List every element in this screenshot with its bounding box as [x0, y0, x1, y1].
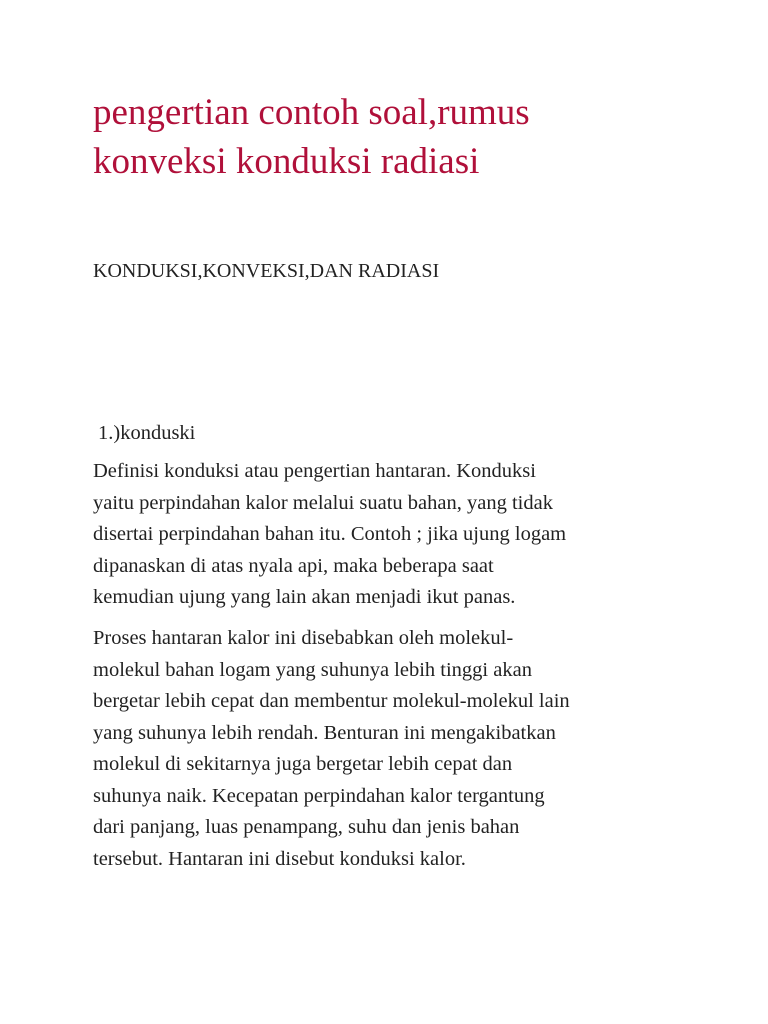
text-line: bergetar lebih cepat dan membentur molekul-molekul lain [93, 690, 570, 712]
text-line: molekul di sekitarnya juga bergetar lebih cepat dan [93, 753, 513, 775]
numbered-item: 1.)konduski [98, 422, 196, 444]
text-line: dari panjang, luas penampang, suhu dan jenis bahan [93, 816, 520, 838]
text-line: kemudian ujung yang lain akan menjadi ikut panas. [93, 586, 516, 608]
paragraph-process [93, 623, 570, 875]
page-title [93, 88, 530, 186]
text-line: yaitu perpindahan kalor melalui suatu bahan, yang tidak [93, 491, 553, 514]
paragraph-definition [93, 456, 566, 614]
text-line: suhunya naik. Kecepatan perpindahan kalor tergantung [93, 784, 545, 807]
text-line: Definisi konduksi atau pengertian hantaran. Konduksi [93, 460, 536, 482]
text-line: yang suhunya lebih rendah. Benturan ini mengakibatkan [93, 721, 556, 744]
text-line: molekul bahan logam yang suhunya lebih tinggi akan [93, 658, 532, 681]
text-line: dipanaskan di atas nyala api, maka beberapa saat [93, 554, 494, 577]
section-heading: KONDUKSI,KONVEKSI,DAN RADIASI [93, 260, 440, 282]
text-line: tersebut. Hantaran ini disebut konduksi kalor. [93, 847, 466, 870]
title-line: pengertian contoh soal,rumus [93, 92, 530, 133]
text-line: Proses hantaran kalor ini disebabkan oleh molekul- [93, 627, 514, 649]
text-line: disertai perpindahan bahan itu. Contoh ; jika ujung logam [93, 523, 567, 545]
title-line: konveksi konduksi radiasi [93, 141, 480, 182]
